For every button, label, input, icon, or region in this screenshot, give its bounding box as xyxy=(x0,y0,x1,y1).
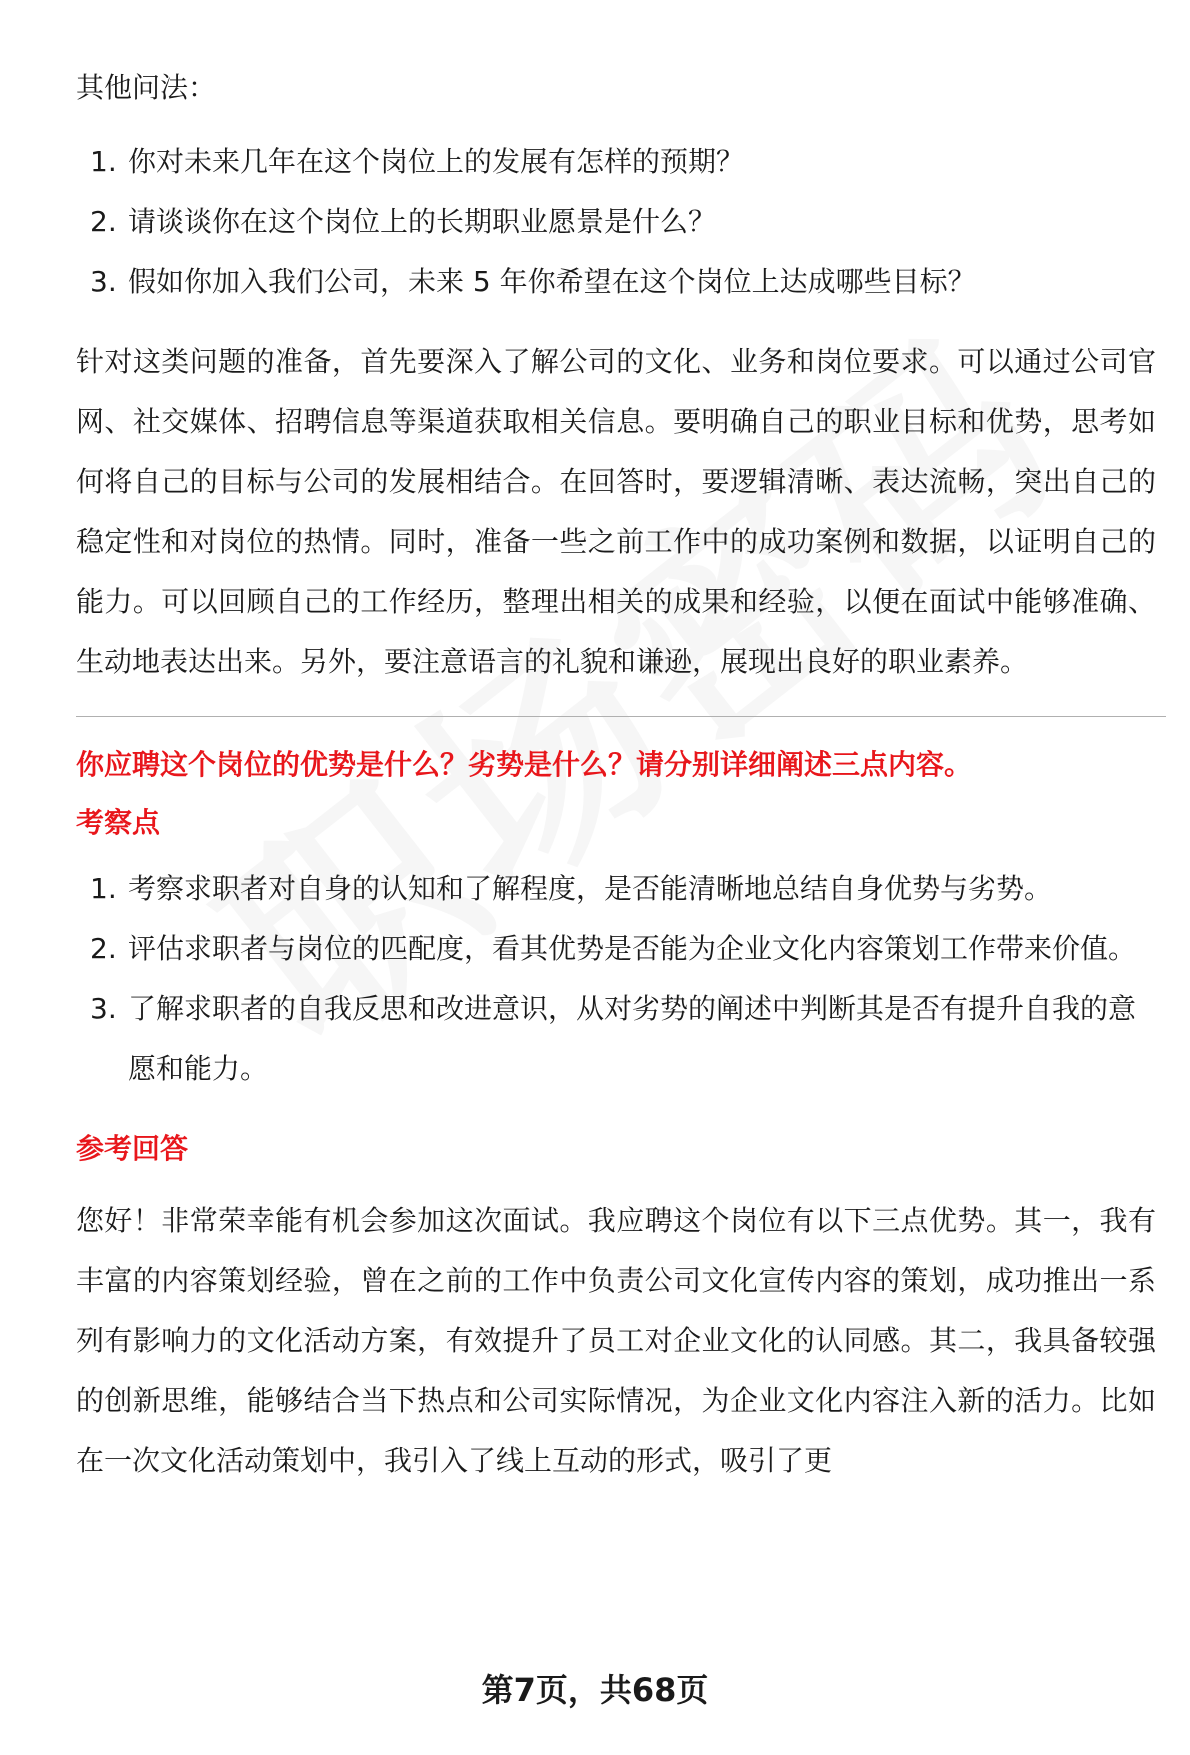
list-item-text: 评估求职者与岗位的匹配度，看其优势是否能为企业文化内容策划工作带来价值。 xyxy=(128,932,1137,965)
list-item xyxy=(76,979,1156,1099)
list-item-text: 你对未来几年在这个岗位上的发展有怎样的预期？ xyxy=(128,145,745,178)
list-number: 1. xyxy=(90,145,117,178)
list-item-text: 请谈谈你在这个岗位上的长期职业愿景是什么？ xyxy=(128,205,717,238)
interview-question: 你应聘这个岗位的优势是什么？劣势是什么？请分别详细阐述三点内容。 xyxy=(76,748,973,781)
answer-heading: 参考回答 xyxy=(76,1132,189,1165)
list-item xyxy=(76,192,1156,252)
answer-paragraph: 您好！非常荣幸能有机会参加这次面试。我应聘这个岗位有以下三点优势。其一，我有丰富的内容策划经验，曾在之前的工作中负责公司文化宣传内容的策划，成功推出一系列有影响力的文化活动方案，有效提升了员工对企业文化的认同感。其二，我具备较强的创新思维，能够结合当下热点和公司实际情况，为企业文化内容注入新的活力。比如在一次文化活动策划中，我引入了线上互动的形式，吸引了更 xyxy=(76,1204,1156,1477)
list-item-text: 考察求职者对自身的认知和了解程度，是否能清晰地总结自身优势与劣势。 xyxy=(128,872,1053,905)
list-number: 3. xyxy=(90,265,117,298)
list-item xyxy=(76,132,1156,192)
list-number: 2. xyxy=(90,205,117,238)
page-content xyxy=(76,58,1156,1491)
list-number: 1. xyxy=(90,872,117,905)
section-divider xyxy=(76,716,1166,717)
alt-questions-list xyxy=(76,132,1156,312)
list-item-text: 假如你加入我们公司，未来 5 年你希望在这个岗位上达成哪些目标？ xyxy=(128,265,976,298)
page-number: 第7页，共68页 xyxy=(481,1671,709,1709)
list-item xyxy=(76,919,1156,979)
list-item xyxy=(76,252,1156,312)
alt-questions-label: 其他问法： xyxy=(76,71,217,104)
list-item-text: 了解求职者的自我反思和改进意识，从对劣势的阐述中判断其是否有提升自我的意愿和能力。 xyxy=(128,992,1137,1085)
focus-list xyxy=(76,859,1156,1099)
list-item xyxy=(76,859,1156,919)
focus-heading: 考察点 xyxy=(76,806,161,839)
preparation-paragraph: 针对这类问题的准备，首先要深入了解公司的文化、业务和岗位要求。可以通过公司官网、社交媒体、招聘信息等渠道获取相关信息。要明确自己的职业目标和优势，思考如何将自己的目标与公司的发展相结合。在回答时，要逻辑清晰、表达流畅，突出自己的稳定性和对岗位的热情。同时，准备一些之前工作中的成功案例和数据，以证明自己的能力。可以回顾自己的工作经历，整理出相关的成果和经验，以便在面试中能够准确、生动地表达出来。另外，要注意语言的礼貌和谦逊，展现出良好的职业素养。 xyxy=(76,345,1156,678)
list-number: 3. xyxy=(90,992,117,1025)
list-number: 2. xyxy=(90,932,117,965)
